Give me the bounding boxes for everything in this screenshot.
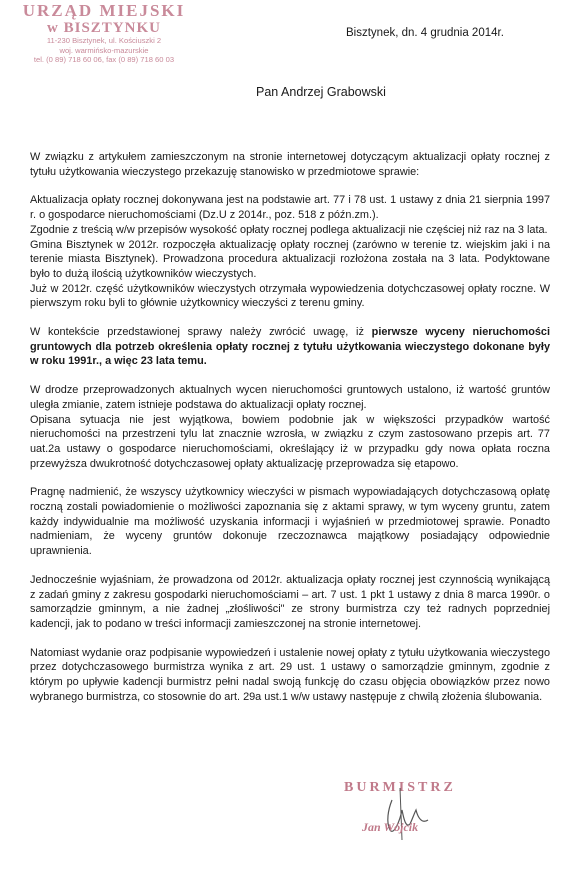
paragraph-situation: Opisana sytuacja nie jest wyjątkowa, bowiem podobnie jak w większości przypadków wartość nieruchomości na przestrzeni tylu lat znacznie wzrosła, w związku z czym zastosowano przepis art. 77 uat.2a ustawy o gospodarce nieruchomościami, określający iż w przypadku gdy nowa opłata roczna przewyższa dwukrotność dotychczasowej opłaty aktualizację przeprowadza się etapowo. — [30, 413, 550, 470]
context-bold-text: pierwsze wyceny nieruchomości gruntowych dla potrzeb określenia opłaty rocznej z tytułu użytkowania wieczystego dokonane były w roku 1991r., a więc 23 lata temu. — [30, 326, 550, 368]
addressee: Pan Andrzej Grabowski — [256, 85, 386, 99]
paragraph-mayor-duties: Natomiast wydanie oraz podpisanie wypowiedzeń i ustalenie nowej opłaty z tytułu użytkowania wieczystego przez dotychczasowego burmistrza wynika z art. 29 ust. 1 ustawy o samorządzie gminnym, zgodnie z którym po upływie kadencji burmistrz pełni nadal swoją funkcję do czasu objęcia obowiązków przez nowo wybranego burmistrza, co stosownie do art. 29a ust.1 w/w ustawy następuje z chwilą złożenia ślubowania. — [30, 646, 550, 703]
stamp-line-5: tel. (0 89) 718 60 06, fax (0 89) 718 60 03 — [33, 55, 175, 64]
office-stamp — [14, 2, 194, 65]
paragraph-2012: Już w 2012r. część użytkowników wieczystych otrzymała wypowiedzenia dotychczasowej opłaty roczne. W pierwszym roku byli to głównie użytkownicy wieczyści z terenu gminy. — [30, 282, 550, 310]
paragraph-gmina: Gmina Bisztynek w 2012r. rozpoczęła aktualizację opłaty rocznej (zarówno w terenie tz. wiejskim jaki i na terenie miasta Bisztynek). Prowadzona procedura aktualizacji rozłożona została na 3 lata. Podyktowane było to dużą ilością użytkowników wieczystych. — [30, 238, 550, 280]
paragraph-explanation: Jednocześnie wyjaśniam, że prowadzona od 2012r. aktualizacja opłaty rocznej jest czynnością wynikającą z zadań gminy z zakresu gospodarki nieruchomościami – art. 7 ust. 1 pkt 1 ustawy z dnia 8 marca 1990r. o samorządzie gminnym, a nie żadnej „złośliwości" ze strony burmistrza czy też radnych poprzedniej kadencji, jak to podano w treści informacji zamieszczonej na stronie internetowej. — [30, 573, 550, 630]
paragraph-frequency: Zgodnie z treścią w/w przepisów wysokość opłaty rocznej podlega aktualizacji nie częściej niż raz na 3 lata. — [30, 223, 548, 236]
context-text: W kontekście przedstawionej sprawy należy zwrócić uwagę, iż — [30, 326, 372, 339]
stamp-line-2: w BISZTYNKU — [47, 20, 161, 36]
stamp-line-4: woj. warmińsko-mazurskie — [59, 45, 149, 55]
signature-title: BURMISTRZ — [344, 780, 456, 795]
place-date: Bisztynek, dn. 4 grudnia 2014r. — [346, 27, 504, 39]
paragraph-notification: Pragnę nadmienić, że wszyscy użytkownicy wieczyści w pismach wypowiadających dotychczasową opłatę roczną zostali powiadomienie o możliwości zapoznania się z aktami sprawy, w tym wyceny gruntu, zatem każdy indywidualnie ma możliwość uzyskania informacji i wyjaśnień w przedmiotowej sprawie. Ponadto nadmieniam, że wyceny gruntów dokonuje rzeczoznawca majątkowy posiadający odpowiednie uprawnienia. — [30, 486, 550, 558]
paragraph-valuation: W drodze przeprowadzonych aktualnych wycen nieruchomości gruntowych ustalono, iż wartość gruntów uległa zmianie, zatem istnieje podstawa do aktualizacji opłaty rocznej. — [30, 384, 550, 411]
letter-body — [30, 150, 550, 705]
stamp-line-1: URZĄD MIEJSKI — [22, 1, 186, 20]
signature-name: Jan Wójcik — [362, 820, 419, 834]
stamp-line-3: 11-230 Bisztynek, ul. Kościuszki 2 — [46, 36, 162, 45]
paragraph-intro: W związku z artykułem zamieszczonym na stronie internetowej dotyczącym aktualizacji opłaty rocznej z tytułu użytkowania wieczystego przekazuję stanowisko w przedmiotowe sprawie: — [30, 151, 550, 178]
paragraph-context — [30, 325, 550, 369]
paragraph-legal-basis: Aktualizacja opłaty rocznej dokonywana jest na podstawie art. 77 i 78 ust. 1 ustawy z dnia 21 sierpnia 1997 r. o gospodarce nieruchomościami (Dz.U z 2014r., poz. 518 z późn.zm.). — [30, 194, 550, 222]
